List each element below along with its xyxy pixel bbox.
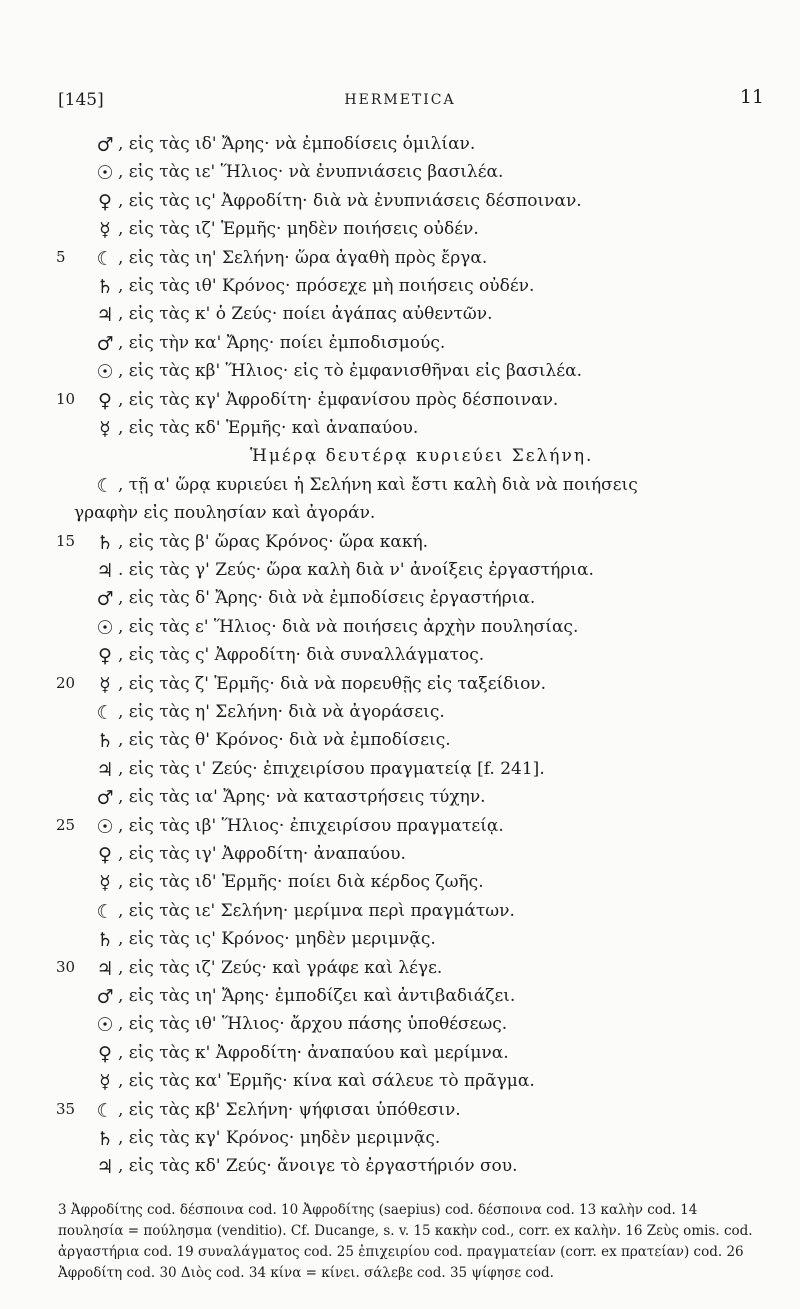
text-line xyxy=(0,418,800,446)
line-text: , εἰς τὰς ζ' Ἑρμῆς· διὰ νὰ πορευθῇς εἰς ταξείδιον. xyxy=(118,673,547,694)
text-line xyxy=(0,1014,800,1042)
planet-symbol-icon: ☉ xyxy=(96,616,114,639)
line-text: , εἰς τὰς ις' Κρόνος· μηδὲν μεριμνᾷς. xyxy=(118,929,436,950)
text-line xyxy=(0,958,800,986)
planet-symbol-icon: ☉ xyxy=(96,815,114,838)
planet-symbol-icon: ♀ xyxy=(98,645,112,668)
planet-symbol-icon: ♃ xyxy=(96,1156,114,1179)
planet-symbol-icon: ☿ xyxy=(99,1071,111,1094)
line-text: , εἰς τὰς κ' Ἀφροδίτη· ἀναπαύου καὶ μερίμνα. xyxy=(118,1042,509,1063)
text-line xyxy=(0,134,800,162)
text-line xyxy=(0,1156,800,1184)
text-line xyxy=(0,901,800,929)
text-line xyxy=(0,475,800,503)
line-text: , εἰς τὴν κα' Ἄρης· ποίει ἐμποδισμούς. xyxy=(118,332,446,353)
line-text: , εἰς τὰς ιζ' Ζεύς· καὶ γράφε καὶ λέγε. xyxy=(118,957,443,978)
line-text: , εἰς τὰς ια' Ἄρης· νὰ καταστρήσεις τύχην. xyxy=(118,787,486,808)
line-text: , εἰς τὰς ιβ' Ἥλιος· ἐπιχειρίσου πραγματείᾳ. xyxy=(118,815,504,836)
planet-symbol-icon: ♄ xyxy=(96,276,114,298)
planet-symbol-icon: ☾ xyxy=(96,247,114,270)
planet-symbol-icon: ☿ xyxy=(99,872,111,895)
text-line xyxy=(0,759,800,787)
text-line xyxy=(0,1100,800,1128)
line-text: , εἰς τὰς ιθ' Ἥλιος· ἄρχου πάσης ὑποθέσεως. xyxy=(118,1014,508,1035)
text-line xyxy=(0,674,800,702)
planet-symbol-icon: ☉ xyxy=(96,1014,114,1037)
page-number: 11 xyxy=(739,86,764,108)
line-text: , εἰς τὰς ιη' Ἄρης· ἐμποδίζει καὶ ἀντιβαδιάζει. xyxy=(118,986,516,1006)
planet-symbol-icon: ☿ xyxy=(99,673,111,696)
text-line xyxy=(0,617,800,645)
planet-symbol-icon: ☾ xyxy=(96,1099,114,1122)
text-line xyxy=(0,588,800,616)
text-line xyxy=(0,276,800,304)
running-title: HERMETICA xyxy=(344,92,456,108)
planet-symbol-icon: ♀ xyxy=(98,389,112,412)
line-text: , εἰς τὰς ιη' Σελήνη· ὥρα ἀγαθὴ πρὸς ἔργα. xyxy=(118,247,488,268)
line-text: , εἰς τὰς ιδ' Ἄρης· νὰ ἐμποδίσεις ὁμιλίαν. xyxy=(118,134,476,154)
line-text: , εἰς τὰς κγ' Ἀφροδίτη· ἐμφανίσου πρὸς δέσποιναν. xyxy=(118,389,559,410)
line-text: , εἰς τὰς β' ὥρας Κρόνος· ὥρα κακή. xyxy=(118,531,429,552)
section-heading xyxy=(0,446,800,474)
line-number: 35 xyxy=(56,1099,76,1118)
planet-symbol-icon: ♂ xyxy=(96,588,114,611)
line-text: , εἰς τὰς κ' ὁ Ζεύς· ποίει ἀγάπας αὐθεντῶν. xyxy=(118,304,493,325)
planet-symbol-icon: ♃ xyxy=(96,304,114,327)
line-text: , εἰς τὰς η' Σελήνη· διὰ νὰ ἀγοράσεις. xyxy=(118,702,445,722)
text-line xyxy=(0,390,800,418)
planet-symbol-icon: ♄ xyxy=(96,730,114,753)
line-text: , εἰς τὰς ιδ' Ἑρμῆς· ποίει διὰ κέρδος ζωῆς. xyxy=(118,872,484,893)
line-number: 25 xyxy=(56,815,76,834)
line-text: , εἰς τὰς θ' Κρόνος· διὰ νὰ ἐμποδίσεις. xyxy=(118,730,451,751)
line-text: , εἰς τὰς ιζ' Ἑρμῆς· μηδὲν ποιήσεις οὐδέν. xyxy=(118,219,479,240)
text-line xyxy=(0,361,800,389)
text-line xyxy=(0,219,800,247)
planet-symbol-icon: ☉ xyxy=(96,162,114,185)
text-line xyxy=(0,333,800,361)
planet-symbol-icon: ♂ xyxy=(96,787,114,810)
line-text: , εἰς τὰς ς' Ἀφροδίτη· διὰ συναλλάγματος. xyxy=(118,645,485,666)
planet-symbol-icon: ☾ xyxy=(96,474,114,497)
line-text: , τῇ α' ὥρᾳ κυριεύει ἡ Σελήνη καὶ ἔστι καλὴ διὰ νὰ ποιήσεις xyxy=(118,474,638,495)
critical-apparatus: 3 Ἀφροδίτης cod. δέσποινα cod. 10 Ἀφροδίτης (saepius) cod. δέσποινα cod. 13 καλὴν cod. 14 πουλησία = πούλησμα (venditio). Cf. Ducange, s. v. 15 κακὴν cod., corr. ex καλὴν. 16 Ζεὺς omis. cod. ἀργαστήρια cod. 19 συναλάγματος cod. 25 ἐπιχειρίου cod. πραγματείαν (corr. ex πρατείαν) cod. 26 Ἀφροδίτη cod. 30 Διὸς cod. 34 κίνα = κίνει. σάλεβε cod. 35 ψίφησε cod. xyxy=(58,1202,753,1281)
text-line xyxy=(0,191,800,219)
line-text: , εἰς τὰς ιγ' Ἀφροδίτη· ἀναπαύου. xyxy=(118,844,406,864)
line-text: , εἰς τὰς ιε' Σελήνη· μερίμνα περὶ πραγμάτων. xyxy=(118,900,515,921)
planet-symbol-icon: ♂ xyxy=(96,134,114,156)
text-line xyxy=(0,730,800,758)
text-line xyxy=(0,248,800,276)
text-line xyxy=(0,702,800,730)
planet-symbol-icon: ♀ xyxy=(98,1042,112,1065)
planet-symbol-icon: ☾ xyxy=(96,702,114,724)
line-text: , εἰς τὰς ε' Ἥλιος· διὰ νὰ ποιήσεις ἀρχὴν πουλησίας. xyxy=(118,616,579,637)
text-line xyxy=(0,503,800,531)
line-number: 20 xyxy=(56,673,76,692)
line-text: , εἰς τὰς ι' Ζεύς· ἐπιχειρίσου πραγματείᾳ [f. 241]. xyxy=(118,758,545,779)
line-text: , εἰς τὰς δ' Ἄρης· διὰ νὰ ἐμποδίσεις ἐργαστήρια. xyxy=(118,588,536,609)
planet-symbol-icon: ♂ xyxy=(96,986,114,1008)
text-line xyxy=(0,816,800,844)
planet-symbol-icon: ☿ xyxy=(99,219,111,242)
line-text: , εἰς τὰς κβ' Σελήνη· ψήφισαι ὑπόθεσιν. xyxy=(118,1099,461,1120)
text-line xyxy=(0,532,800,560)
line-text: , εἰς τὰς κβ' Ἥλιος· εἰς τὸ ἐμφανισθῆναι εἰς βασιλέα. xyxy=(118,361,582,382)
line-text: , εἰς τὰς κδ' Ἑρμῆς· καὶ ἀναπαύου. xyxy=(118,418,419,438)
text-line xyxy=(0,787,800,815)
text-line xyxy=(0,304,800,332)
planet-symbol-icon: ♂ xyxy=(96,332,114,355)
text-line xyxy=(0,872,800,900)
text-line xyxy=(0,1043,800,1071)
planet-symbol-icon: ☾ xyxy=(96,900,114,923)
line-number: 30 xyxy=(56,957,76,976)
line-text: γραφὴν εἰς πουλησίαν καὶ ἀγοράν. xyxy=(74,503,376,524)
planet-symbol-icon: ♃ xyxy=(96,560,114,582)
text-line xyxy=(0,844,800,872)
page-header xyxy=(0,86,800,120)
planet-symbol-icon: ☿ xyxy=(99,418,111,440)
planet-symbol-icon: ♃ xyxy=(96,758,114,781)
line-text: Ἡμέρᾳ δευτέρᾳ κυριεύει Σελήνη. xyxy=(250,446,594,467)
planet-symbol-icon: ♀ xyxy=(98,844,112,866)
line-text: , εἰς τὰς ιε' Ἥλιος· νὰ ἐνυπνιάσεις βασιλέα. xyxy=(118,162,504,183)
line-number: 5 xyxy=(56,247,66,266)
line-text: , εἰς τὰς ις' Ἀφροδίτη· διὰ νὰ ἐνυπνιάσεις δέσποιναν. xyxy=(118,190,582,211)
planet-symbol-icon: ♃ xyxy=(96,957,114,980)
line-number: 15 xyxy=(56,531,76,550)
planet-symbol-icon: ♀ xyxy=(98,190,112,213)
line-text: , εἰς τὰς κγ' Κρόνος· μηδὲν μεριμνᾷς. xyxy=(118,1128,441,1148)
text-line xyxy=(0,162,800,190)
text-line xyxy=(0,560,800,588)
text-line xyxy=(0,1071,800,1099)
text-line xyxy=(0,929,800,957)
line-text: , εἰς τὰς κδ' Ζεύς· ἄνοιγε τὸ ἐργαστήριόν σου. xyxy=(118,1156,518,1177)
line-number: 10 xyxy=(56,389,76,408)
planet-symbol-icon: ☉ xyxy=(96,361,114,384)
page-bracket-number: [145] xyxy=(58,90,104,110)
text-line xyxy=(0,1128,800,1156)
planet-symbol-icon: ♄ xyxy=(96,1128,114,1150)
planet-symbol-icon: ♄ xyxy=(96,929,114,952)
line-text: , εἰς τὰς ιθ' Κρόνος· πρόσεχε μὴ ποιήσεις οὐδέν. xyxy=(118,276,535,296)
text-line xyxy=(0,645,800,673)
planet-symbol-icon: ♄ xyxy=(96,531,114,554)
text-line xyxy=(0,986,800,1014)
line-text: , εἰς τὰς κα' Ἑρμῆς· κίνα καὶ σάλευε τὸ πρᾶγμα. xyxy=(118,1071,535,1092)
line-text: . εἰς τὰς γ' Ζεύς· ὥρα καλὴ διὰ ν' ἀνοίξεις ἐργαστήρια. xyxy=(118,560,594,580)
